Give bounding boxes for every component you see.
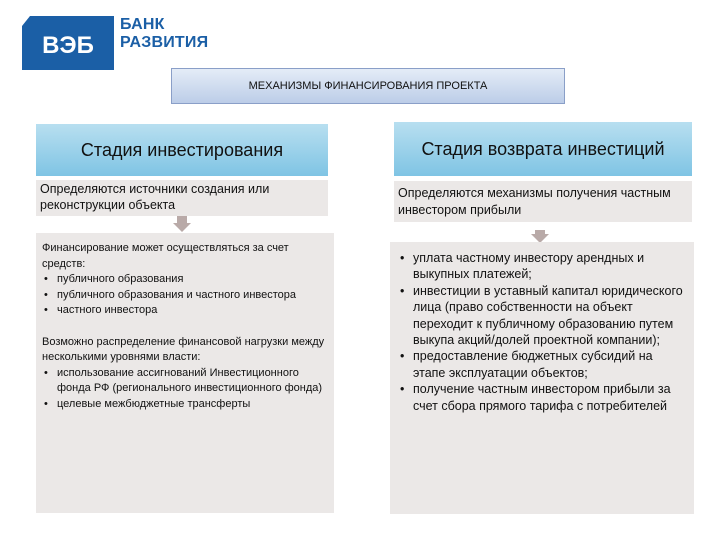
stage-header-investment-label: Стадия инвестирования (80, 139, 284, 160)
list-item: • публичного образования и частного инвестора (42, 288, 328, 304)
logo-wordmark (120, 16, 208, 52)
financing-list (42, 272, 328, 319)
return-mechanisms-list (398, 250, 688, 414)
financing-intro: Финансирование может осуществляться за счет средств: (42, 242, 289, 270)
left-arrow-stem (177, 216, 187, 223)
logo-mark-text: ВЭБ (42, 32, 94, 59)
stage-header-return-label: Стадия возврата инвестиций (421, 138, 665, 159)
list-item: • получение частным инвестором прибыли за счет сбора прямого тарифа с потребителей (398, 381, 688, 414)
page-title: МЕХАНИЗМЫ ФИНАНСИРОВАНИЯ ПРОЕКТА (171, 68, 565, 104)
list-item: • уплата частному инвестору арендных и выкупных платежей; (398, 250, 688, 283)
investment-definition-box (36, 180, 328, 216)
stage-header-return (394, 122, 692, 176)
veb-logo-mark-icon (22, 16, 114, 70)
stage-header-investment (36, 124, 328, 176)
list-item: • инвестиции в уставный капитал юридического лица (право собственности на объект переходит к публичному образованию путем выкупа акций/долей проектной компании); (398, 283, 688, 349)
veb-logo (22, 16, 222, 70)
distribution-list (42, 366, 328, 413)
distribution-intro: Возможно распределение финансовой нагрузки между несколькими уровнями власти: (42, 335, 325, 363)
list-item: • целевые межбюджетные трансферты (42, 397, 328, 413)
list-item: • частного инвестора (42, 303, 328, 319)
logo-line-1: БАНК (120, 16, 165, 33)
list-item: • использование ассигнований Инвестиционного фонда РФ (регионального инвестиционного фонда) (42, 366, 328, 397)
left-down-arrow-icon (173, 223, 191, 232)
return-details-box (390, 242, 694, 514)
return-definition-box (394, 181, 692, 222)
list-item: • публичного образования (42, 272, 328, 288)
list-item: • предоставление бюджетных субсидий на этапе эксплуатации объектов; (398, 348, 688, 381)
investment-details-box (36, 233, 334, 513)
logo-line-2: РАЗВИТИЯ (120, 34, 209, 51)
investment-definition-text: Определяются источники создания или реконструкции объекта (40, 182, 270, 212)
return-definition-text: Определяются механизмы получения частным инвестором прибыли (398, 186, 671, 217)
